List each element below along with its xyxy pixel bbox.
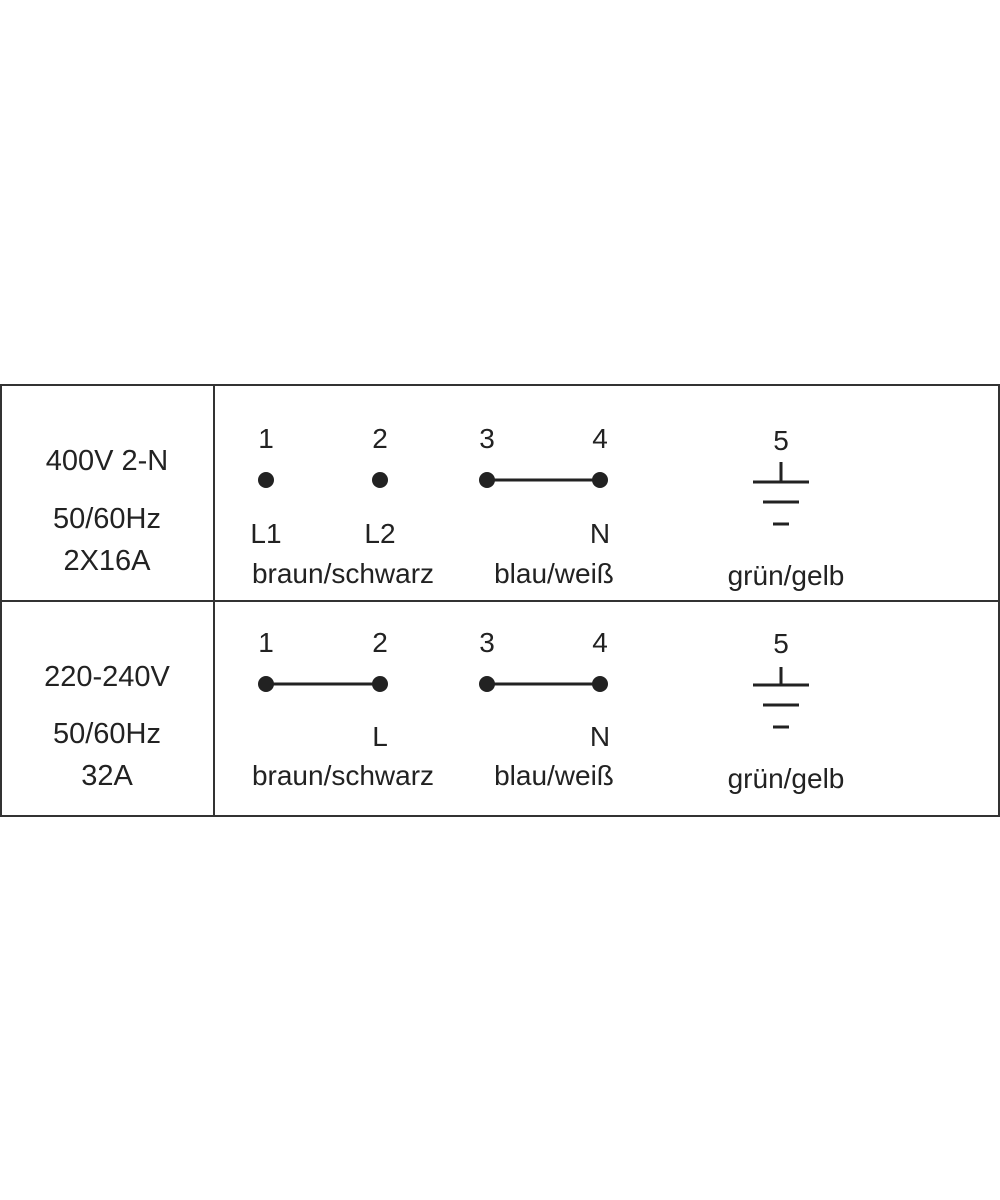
terminal-number: 4 (592, 423, 608, 454)
terminal-number: 2 (372, 627, 388, 658)
wire-color-label: blau/weiß (494, 558, 614, 589)
phase-label: N (589, 518, 611, 549)
phase-label: N (589, 721, 611, 752)
ground-color-label: grün/gelb (727, 560, 845, 591)
spec-line: 32A (81, 760, 133, 792)
ground-number: 5 (773, 628, 789, 659)
spec-line: 50/60Hz (52, 503, 162, 535)
terminal-dot (258, 676, 274, 692)
terminal-number: 1 (258, 627, 274, 658)
terminal-number: 2 (372, 423, 388, 454)
ground-number: 5 (773, 425, 789, 456)
terminal-dot (258, 472, 274, 488)
terminal-dot (372, 676, 388, 692)
terminal-number: 3 (479, 423, 495, 454)
phase-label: L2 (364, 518, 396, 549)
terminal-number: 3 (479, 627, 495, 658)
phase-label: L (372, 721, 388, 752)
wire-color-label: blau/weiß (494, 760, 614, 791)
phase-label: L1 (250, 518, 282, 549)
wire-color-label: braun/schwarz (251, 760, 435, 791)
ground-color-label: grün/gelb (727, 763, 845, 794)
spec-line: 220-240V (44, 661, 170, 693)
terminal-number: 4 (592, 627, 608, 658)
terminal-dot (479, 472, 495, 488)
terminal-dot (479, 676, 495, 692)
terminal-dot (592, 676, 608, 692)
terminal-dot (592, 472, 608, 488)
wire-color-label: braun/schwarz (251, 558, 435, 589)
spec-line: 50/60Hz (52, 718, 162, 750)
spec-line: 400V 2-N (45, 445, 169, 477)
spec-line: 2X16A (63, 545, 151, 577)
terminal-dot (372, 472, 388, 488)
terminal-number: 1 (258, 423, 274, 454)
